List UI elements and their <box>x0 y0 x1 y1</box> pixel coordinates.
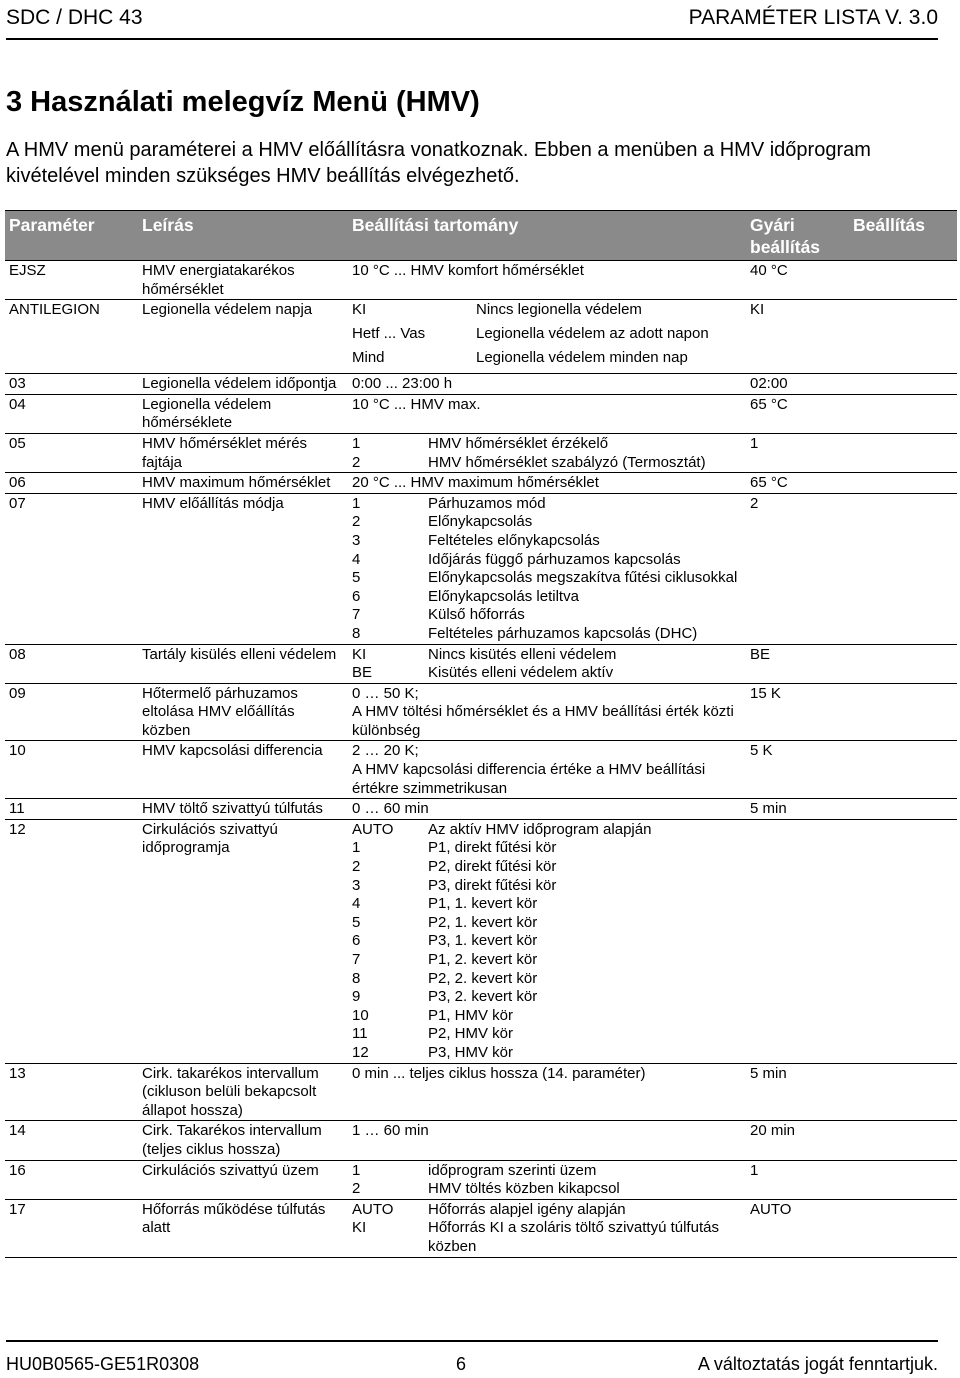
range-option-value: 20 °C ... HMV maximum hőmérséklet <box>352 474 599 492</box>
intro-line-1: A HMV menü paraméterei a HMV előállításra vonatkoznak. Ebben a menüben a HMV időprogram <box>6 139 871 161</box>
range-option-label: Kisütés elleni védelem aktív <box>428 664 614 682</box>
param-default: 5 K <box>746 741 849 799</box>
range-option-value: Mind <box>352 349 385 367</box>
param-range <box>348 819 746 1063</box>
range-option-label: P3, direkt fűtési kör <box>428 876 557 894</box>
range-option-label: P3, 1. kevert kör <box>428 932 538 950</box>
range-option-label: Előnykapcsolás megszakítva fűtési ciklusokkal <box>428 569 738 587</box>
table-row <box>5 300 957 374</box>
param-setting <box>849 1121 957 1160</box>
range-option-label: P1, 2. kevert kör <box>428 951 538 968</box>
param-default: 65 °C <box>746 473 849 494</box>
param-range <box>348 1063 746 1121</box>
param-default: 15 K <box>746 683 849 741</box>
doc-id: SDC / DHC 43 <box>6 6 143 29</box>
range-option-value: AUTO <box>352 1200 394 1218</box>
param-code: 14 <box>5 1121 138 1160</box>
header-range: Beállítási tartomány <box>348 211 746 261</box>
param-default: 40 °C <box>746 261 849 300</box>
range-option-label: Hőforrás alapjel igény alapján <box>428 1200 626 1218</box>
header-description: Leírás <box>138 211 348 261</box>
param-default: 1 <box>746 1160 849 1199</box>
range-option-value: 1 <box>352 1161 361 1179</box>
param-description: HMV előállítás módja <box>138 493 348 644</box>
range-option-label: HMV töltés közben kikapcsol <box>428 1180 620 1198</box>
table-row <box>5 1160 957 1199</box>
param-setting <box>849 433 957 472</box>
range-option-value: 0 … 60 min <box>352 800 429 818</box>
range-option-value: 11 <box>352 1025 368 1043</box>
range-option-label: Legionella védelem az adott napon <box>476 325 709 343</box>
range-option-value: 7 <box>352 606 361 624</box>
range-option-value: BE <box>352 664 373 682</box>
range-option-label: Hőforrás KI a szoláris töltő szivattyú túlfutás közben <box>428 1219 719 1255</box>
param-setting <box>849 1199 957 1257</box>
param-description: Hőtermelő párhuzamos eltolása HMV előállítás közben <box>138 683 348 741</box>
range-option-label: P2, 1. kevert kör <box>428 913 538 931</box>
param-description: Legionella védelem napja <box>138 300 348 374</box>
range-option-value: 6 <box>352 932 361 950</box>
range-option-value: 1 <box>352 434 361 452</box>
range-option-label: Feltételes előnykapcsolás <box>428 531 600 549</box>
param-description: Legionella védelem hőmérséklete <box>138 394 348 433</box>
param-setting <box>849 300 957 374</box>
range-option-value: A HMV töltési hőmérséklet és a HMV beállítási érték közti különbség <box>352 703 734 739</box>
doc-title: PARAMÉTER LISTA V. 3.0 <box>688 6 938 29</box>
range-option-label: Feltételes párhuzamos kapcsolás (DHC) <box>428 624 698 642</box>
table-row <box>5 1121 957 1160</box>
range-option-value: 10 °C ... HMV max. <box>352 395 481 413</box>
param-code: 03 <box>5 374 138 395</box>
param-range <box>348 683 746 741</box>
param-code: 16 <box>5 1160 138 1199</box>
param-setting <box>849 644 957 683</box>
range-option-value: KI <box>352 645 367 663</box>
param-default: 1 <box>746 433 849 472</box>
param-code: EJSZ <box>5 261 138 300</box>
param-range <box>348 433 746 472</box>
param-code: 08 <box>5 644 138 683</box>
intro-text <box>6 137 946 189</box>
header-default: Gyári beállítás <box>746 211 849 261</box>
param-description: Tartály kisülés elleni védelem <box>138 644 348 683</box>
param-range <box>348 473 746 494</box>
param-code: 13 <box>5 1063 138 1121</box>
param-range <box>348 300 746 374</box>
range-option-value: 10 °C ... HMV komfort hőmérséklet <box>352 262 584 279</box>
param-range <box>348 374 746 395</box>
range-option-value: Hetf ... Vas <box>352 325 426 343</box>
section-title: 3 Használati melegvíz Menü (HMV) <box>6 86 480 118</box>
param-description: HMV kapcsolási differencia <box>138 741 348 799</box>
param-default: 20 min <box>746 1121 849 1160</box>
param-setting <box>849 261 957 300</box>
range-option-label: HMV hőmérséklet érzékelő <box>428 434 609 452</box>
param-setting <box>849 819 957 1063</box>
range-option-label: Előnykapcsolás <box>428 513 533 531</box>
table-row <box>5 819 957 1063</box>
param-description: HMV hőmérséklet mérés fajtája <box>138 433 348 472</box>
range-option-label: Külső hőforrás <box>428 606 525 624</box>
range-option-value: 5 <box>352 913 361 931</box>
range-option-value: 5 <box>352 569 361 587</box>
range-option-value: 10 <box>352 1006 369 1024</box>
range-option-value: 1 … 60 min <box>352 1122 429 1140</box>
param-range <box>348 261 746 300</box>
param-range <box>348 1199 746 1257</box>
table-row <box>5 493 957 644</box>
range-option-value: 3 <box>352 876 361 894</box>
table-row <box>5 261 957 300</box>
table-row <box>5 433 957 472</box>
range-option-value: 6 <box>352 587 361 605</box>
page-header <box>6 4 938 40</box>
param-setting <box>849 374 957 395</box>
range-option-value: 0 … 50 K; <box>352 684 419 702</box>
range-option-value: 2 … 20 K; <box>352 742 419 760</box>
table-row <box>5 683 957 741</box>
param-setting <box>849 394 957 433</box>
range-option-label: Nincs kisütés elleni védelem <box>428 645 617 663</box>
param-code: 17 <box>5 1199 138 1257</box>
param-default: 65 °C <box>746 394 849 433</box>
param-setting <box>849 1063 957 1121</box>
param-setting <box>849 683 957 741</box>
param-code: 05 <box>5 433 138 472</box>
param-default: AUTO <box>746 1199 849 1257</box>
param-description: Cirk. Takarékos intervallum (teljes ciklus hossza) <box>138 1121 348 1160</box>
param-description: Cirk. takarékos intervallum (cikluson belüli bekapcsolt állapot hossza) <box>138 1063 348 1121</box>
param-setting <box>849 1160 957 1199</box>
range-option-label: HMV hőmérséklet szabályzó (Termosztát) <box>428 453 706 471</box>
param-default <box>746 819 849 1063</box>
range-option-value: 4 <box>352 550 361 568</box>
table-row <box>5 741 957 799</box>
range-option-label: P2, 2. kevert kör <box>428 969 538 987</box>
table-row <box>5 473 957 494</box>
param-description: Cirkulációs szivattyú üzem <box>138 1160 348 1199</box>
param-code: ANTILEGION <box>5 300 138 374</box>
range-option-value: KI <box>352 1219 367 1237</box>
param-range <box>348 1160 746 1199</box>
header-parameter: Paraméter <box>5 211 138 261</box>
param-default: 2 <box>746 493 849 644</box>
param-range <box>348 394 746 433</box>
param-description: HMV töltő szivattyú túlfutás <box>138 799 348 820</box>
param-default: KI <box>746 300 849 374</box>
table-row <box>5 394 957 433</box>
param-default: 5 min <box>746 799 849 820</box>
range-option-value: KI <box>352 301 367 319</box>
page-number: 6 <box>456 1354 467 1374</box>
range-option-value: 2 <box>352 453 361 471</box>
param-setting <box>849 799 957 820</box>
param-description: Hőforrás működése túlfutás alatt <box>138 1199 348 1257</box>
param-description: HMV maximum hőmérséklet <box>138 473 348 494</box>
range-option-label: P1, 1. kevert kör <box>428 895 538 913</box>
table-row <box>5 374 957 395</box>
range-option-value: 7 <box>352 951 361 968</box>
range-option-value: 9 <box>352 988 361 1006</box>
range-option-label: P3, HMV kör <box>428 1043 514 1061</box>
table-row <box>5 799 957 820</box>
param-code: 10 <box>5 741 138 799</box>
range-option-label: P3, 2. kevert kör <box>428 988 538 1006</box>
range-option-label: Időjárás függő párhuzamos kapcsolás <box>428 550 681 568</box>
range-option-value: AUTO <box>352 820 394 838</box>
param-range <box>348 493 746 644</box>
range-option-value: 8 <box>352 969 361 987</box>
param-code: 09 <box>5 683 138 741</box>
range-option-value: A HMV kapcsolási differencia értéke a HMV beállítási értékre szimmetrikusan <box>352 761 706 797</box>
table-row <box>5 1199 957 1257</box>
param-range <box>348 1121 746 1160</box>
range-option-value: 2 <box>352 1180 361 1198</box>
range-option-value: 0:00 ... 23:00 h <box>352 375 453 393</box>
param-setting <box>849 741 957 799</box>
range-option-label: Nincs legionella védelem <box>476 301 642 319</box>
param-range <box>348 644 746 683</box>
range-option-value: 1 <box>352 839 361 857</box>
range-option-label: P2, HMV kör <box>428 1025 514 1043</box>
range-option-value: 2 <box>352 858 361 876</box>
range-option-label: P2, direkt fűtési kör <box>428 858 557 876</box>
range-option-label: P1, HMV kör <box>428 1006 514 1024</box>
table-row <box>5 644 957 683</box>
table-row <box>5 1063 957 1121</box>
param-code: 04 <box>5 394 138 433</box>
param-code: 07 <box>5 493 138 644</box>
footer-doc-code: HU0B0565-GE51R0308 <box>6 1354 200 1374</box>
range-option-value: 3 <box>352 531 361 549</box>
range-option-value: 1 <box>352 494 361 512</box>
param-code: 11 <box>5 799 138 820</box>
table-header-row <box>5 211 957 261</box>
param-description: Cirkulációs szivattyú időprogramja <box>138 819 348 1063</box>
param-code: 06 <box>5 473 138 494</box>
range-option-value: 4 <box>352 895 361 913</box>
table-body <box>5 261 957 1258</box>
range-option-label: időprogram szerinti üzem <box>428 1161 597 1179</box>
intro-line-2: kivételével minden szükséges HMV beállítás elvégezhető. <box>6 165 520 187</box>
parameter-table <box>5 210 957 1258</box>
param-default: 5 min <box>746 1063 849 1121</box>
range-option-label: Előnykapcsolás letiltva <box>428 587 579 605</box>
range-option-value: 8 <box>352 624 361 642</box>
range-option-value: 0 min ... teljes ciklus hossza (14. paraméter) <box>352 1064 646 1082</box>
param-setting <box>849 493 957 644</box>
range-option-value: 12 <box>352 1043 369 1061</box>
header-setting: Beállítás <box>849 211 957 261</box>
param-description: HMV energiatakarékos hőmérséklet <box>138 261 348 300</box>
param-description: Legionella védelem időpontja <box>138 374 348 395</box>
param-default: BE <box>746 644 849 683</box>
range-option-label: Párhuzamos mód <box>428 494 546 512</box>
param-range <box>348 799 746 820</box>
param-range <box>348 741 746 799</box>
param-setting <box>849 473 957 494</box>
range-option-label: Az aktív HMV időprogram alapján <box>428 820 652 838</box>
range-option-label: Legionella védelem minden nap <box>476 349 688 367</box>
page-footer <box>6 1340 938 1376</box>
range-option-label: P1, direkt fűtési kör <box>428 839 557 857</box>
range-option-value: 2 <box>352 513 361 531</box>
footer-note: A változtatás jogát fenntartjuk. <box>697 1354 938 1374</box>
param-default: 02:00 <box>746 374 849 395</box>
param-code: 12 <box>5 819 138 1063</box>
